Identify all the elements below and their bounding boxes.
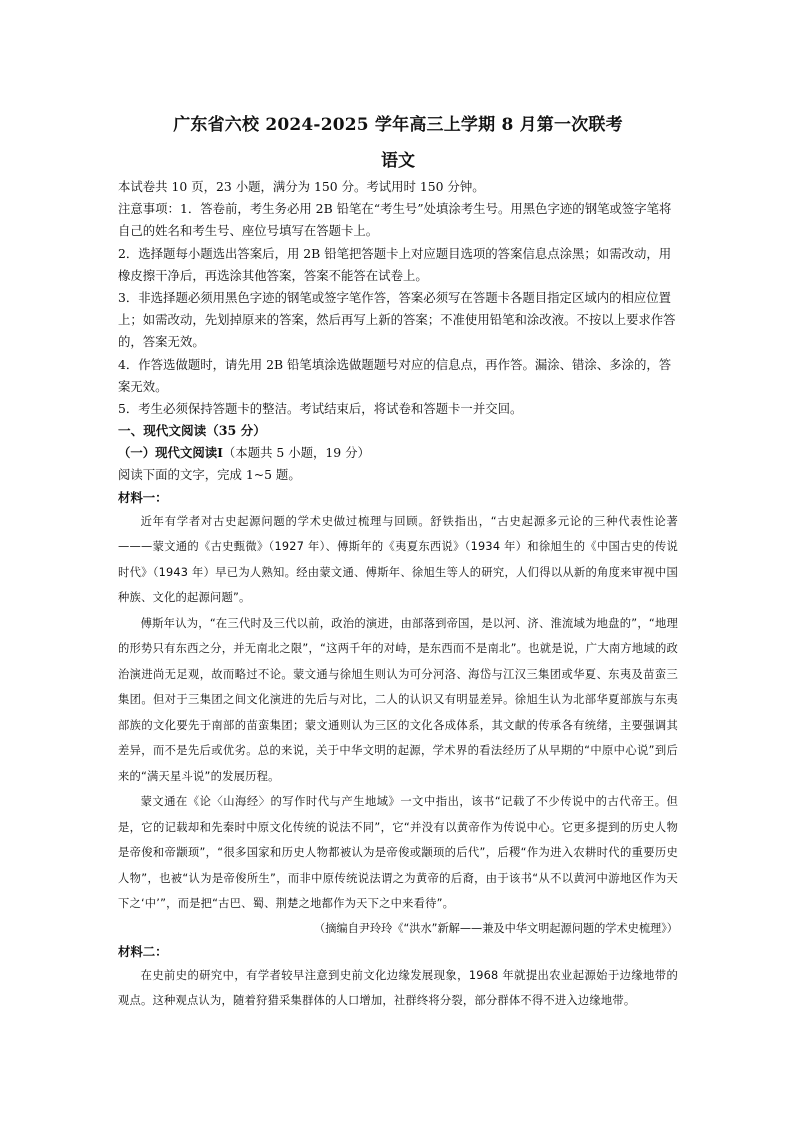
instruction-note-2: 2．选择题每小题选出答案后，用 2B 铅笔把答题卡上对应题目选项的答案信息点涂黑；如需改动，用橡皮擦干净后，再选涂其他答案，答案不能答在试卷上。	[118, 245, 672, 283]
material-1-label: 材料一：	[118, 489, 168, 505]
instruction-note-4: 4．作答选做题时，请先用 2B 铅笔填涂选做题题号对应的信息点，再作答。漏涂、错涂、多涂的，答案无效。	[118, 356, 672, 394]
sub-section-title: （一）现代文阅读Ⅰ	[118, 445, 223, 461]
sub-section-heading	[118, 442, 678, 464]
exam-intro: 本试卷共 10 页，23 小题，满分为 150 分。考试用时 150 分钟。	[118, 179, 485, 194]
reading-direction: 阅读下面的文字，完成 1~5 题。	[118, 467, 301, 483]
material-2-label: 材料二：	[118, 943, 168, 959]
sub-section-note: （本题共 5 小题，19 分）	[222, 445, 370, 461]
exam-page	[118, 114, 678, 1014]
material-1-source: （摘编自尹玲玲《“洪水”新解——兼及中华文明起源问题的学术史梳理》）	[314, 921, 678, 935]
instruction-note-3: 3．非选择题必须用黑色字迹的钢笔或签字笔作答，答案必须写在答题卡各题目指定区域内的相应位置上；如需改动，先划掉原来的答案，然后再写上新的答案；不准使用铅笔和涂改液。不按以上要求作答的，答案无效。	[118, 290, 676, 350]
material-1-paragraph-1: 近年有学者对古史起源问题的学术史做过梳理与回顾。舒铁指出，“古史起源多元论的三种代表性论著———蒙文通的《古史甄微》（1927 年）、傅斯年的《夷夏东西说》（1934 年）和徐旭生的《中国古史的传说时代》（1943 年）早已为人熟知。经由蒙文通、傅斯年、徐旭生等人的研究，人们得以从新的角度来审视中国种族、文化的起源问题”。	[118, 514, 678, 605]
instruction-note-5: 5．考生必须保持答题卡的整洁。考试结束后，将试卷和答题卡一并交回。	[118, 401, 523, 417]
material-2-paragraph-1: 在史前史的研究中，有学者较早注意到史前文化边缘发展现象，1968 年就提出农业起源始于边缘地带的观点。这种观点认为，随着狩猎采集群体的人口增加，社群终将分裂，部分群体不得不进入边缘地带。	[118, 968, 678, 1008]
subject-title: 语文	[381, 151, 415, 171]
exam-title: 广东省六校 2024-2025 学年高三上学期 8 月第一次联考	[173, 115, 623, 135]
instructions-block	[118, 176, 678, 420]
material-1-paragraph-2: 傅斯年认为，“在三代时及三代以前，政治的演进，由部落到帝国，是以河、济、淮流域为地盘的”，“地理的形势只有东西之分，并无南北之限”，“这两千年的对峙，是东西而不是南北”。也就是说，广大南方地域的政治演进尚无足观，故而略过不论。蒙文通与徐旭生则认为可分河洛、海岱与江汉三集团或华夏、东夷及苗蛮三集团。但对于三集团之间文化演进的先后与对比，二人的认识又有明显差异。徐旭生认为北部华夏部族与东夷部族的文化要先于南部的苗蛮集团；蒙文通则认为三区的文化各成体系，其文献的传承各有统绪，主要强调其差异，而不是先后或优劣。总的来说，关于中华文明的起源，学术界的看法经历了从早期的“中原中心说”到后来的“满天星斗说”的发展历程。	[118, 616, 678, 783]
instruction-note-1: 注意事项：1．答卷前，考生务必用 2B 铅笔在“考生号”处填涂考生号。用黑色字迹的钢笔或签字笔将自己的姓名和考生号、座位号填写在答题卡上。	[118, 201, 672, 239]
material-1-paragraph-3: 蒙文通在《论〈山海经〉的写作时代与产生地域》一文中指出，该书“记载了不少传说中的古代帝王。但是，它的记载却和先秦时中原文化传统的说法不同”，它“并没有以黄帝作为传说中心。它更多提到的历史人物是帝俊和帝颛顼”，“很多国家和历史人物都被认为是帝俊或颛顼的后代”，后稷“作为进入农耕时代的重要历史人物”，也被“认为是帝俊所生”，而非中原传统说法谓之为黄帝的后裔，由于该书“从不以黄河中游地区作为天下之‘中’”，而是把“古巴、蜀、荆楚之地都作为天下之中来看待”。	[118, 795, 678, 911]
section-heading: 一、现代文阅读（35 分）	[118, 423, 266, 439]
